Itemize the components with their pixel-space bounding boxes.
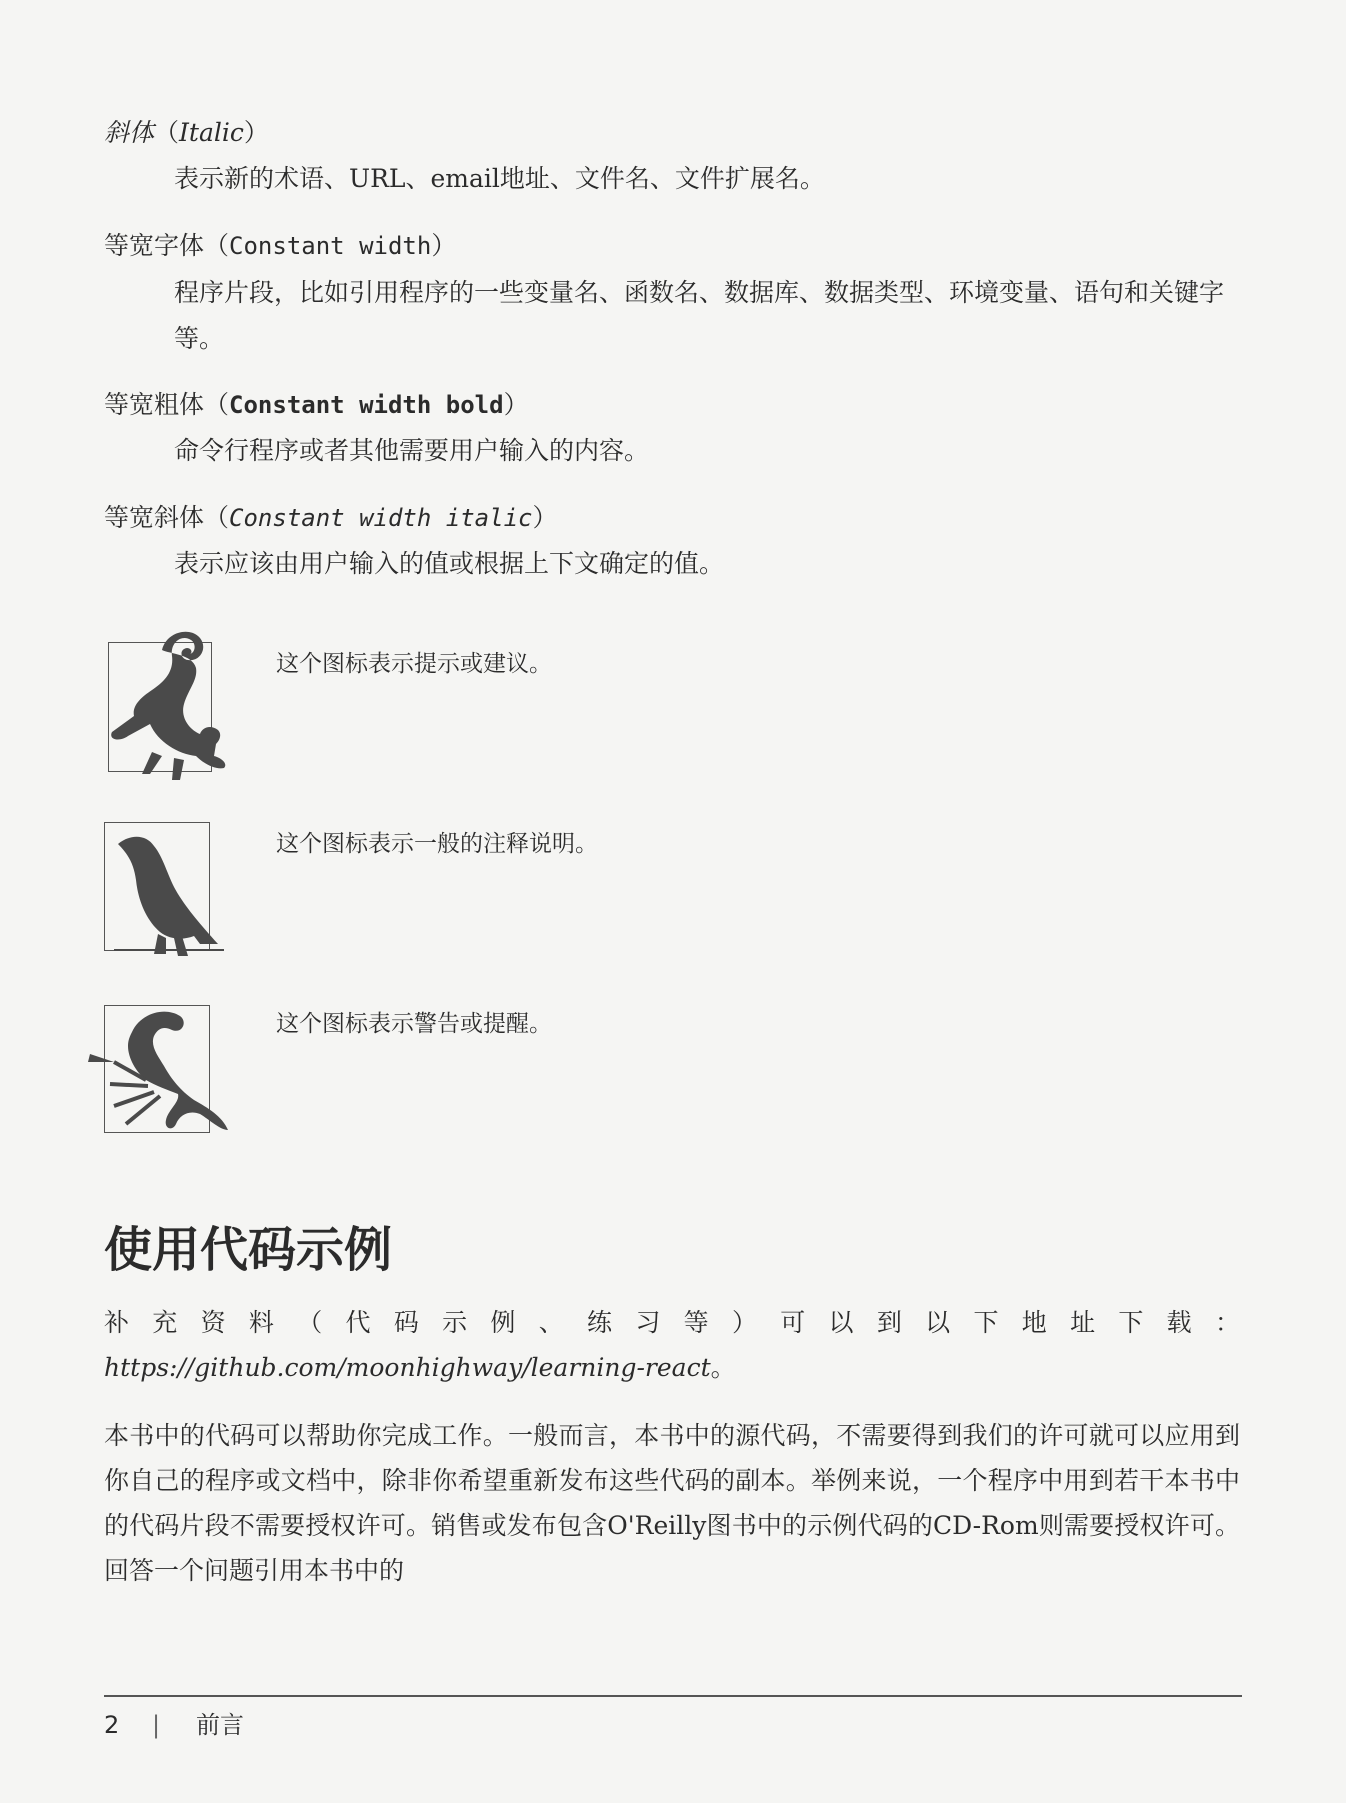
convention-italic-paren-close: ） xyxy=(243,118,269,147)
lemur-tip-icon xyxy=(92,624,232,794)
convention-italic-paren-open: （ xyxy=(154,118,180,147)
scorpion-warning-icon xyxy=(84,996,244,1146)
convention-constant-width-bold-paren-open: （ xyxy=(204,390,230,419)
tip-icon-text: 这个图标表示提示或建议。 xyxy=(276,651,552,677)
convention-constant-width-italic-term xyxy=(104,501,557,535)
convention-constant-width-italic-paren-close: ） xyxy=(532,503,558,532)
supplement-end: 。 xyxy=(710,1353,736,1382)
page-number: 2 xyxy=(104,1711,120,1739)
github-link[interactable]: https://github.com/moonhighway/learning-react xyxy=(104,1353,711,1382)
note-icon-text: 这个图标表示一般的注释说明。 xyxy=(276,831,598,857)
convention-italic-desc: 表示新的术语、URL、email地址、文件名、文件扩展名。 xyxy=(174,164,825,193)
warning-icon-text: 这个图标表示警告或提醒。 xyxy=(276,1011,552,1037)
convention-constant-width-term xyxy=(104,229,456,263)
convention-constant-width-label: 等宽字体 xyxy=(104,231,205,260)
convention-constant-width-bold-sample: Constant width bold xyxy=(229,391,504,419)
convention-constant-width-sample: Constant width xyxy=(229,232,432,260)
convention-constant-width-desc: 程序片段，比如引用程序的一些变量名、函数名、数据库、数据类型、环境变量、语句和关键字等。 xyxy=(174,278,1225,353)
supplement-paragraph xyxy=(104,1300,1240,1390)
crow-note-icon xyxy=(104,822,234,962)
convention-italic-sample: Italic xyxy=(179,118,244,147)
footer-chapter: 前言 xyxy=(196,1711,244,1739)
convention-constant-width-bold-label: 等宽粗体 xyxy=(104,390,205,419)
convention-constant-width-italic-label: 等宽斜体 xyxy=(104,503,205,532)
convention-italic-label: 斜体 xyxy=(104,118,155,147)
convention-constant-width-paren-close: ） xyxy=(431,231,457,260)
permission-paragraph: 本书中的代码可以帮助你完成工作。一般而言，本书中的源代码，不需要得到我们的许可就可以应用到你自己的程序或文档中，除非你希望重新发布这些代码的副本。举例来说，一个程序中用到若干本书中的代码片段不需要授权许可。销售或发布包含O'Reilly图书中的示例代码的CD-Rom则需要授权许可。回答一个问题引用本书中的 xyxy=(104,1421,1240,1585)
footer-separator: | xyxy=(152,1711,161,1739)
section-title: 使用代码示例 xyxy=(104,1222,393,1278)
supplement-text: 补充资料（代码示例、练习等）可以到以下地址下载： xyxy=(104,1308,1240,1337)
convention-constant-width-bold-desc: 命令行程序或者其他需要用户输入的内容。 xyxy=(174,436,650,465)
footer-rule xyxy=(104,1695,1242,1697)
convention-constant-width-bold-paren-close: ） xyxy=(503,390,529,419)
convention-constant-width-bold-term xyxy=(104,388,529,422)
convention-constant-width-italic-sample: Constant width italic xyxy=(229,504,533,532)
convention-italic-term xyxy=(104,116,269,150)
convention-constant-width-italic-desc: 表示应该由用户输入的值或根据上下文确定的值。 xyxy=(174,549,725,578)
convention-constant-width-paren-open: （ xyxy=(204,231,230,260)
convention-constant-width-italic-paren-open: （ xyxy=(204,503,230,532)
